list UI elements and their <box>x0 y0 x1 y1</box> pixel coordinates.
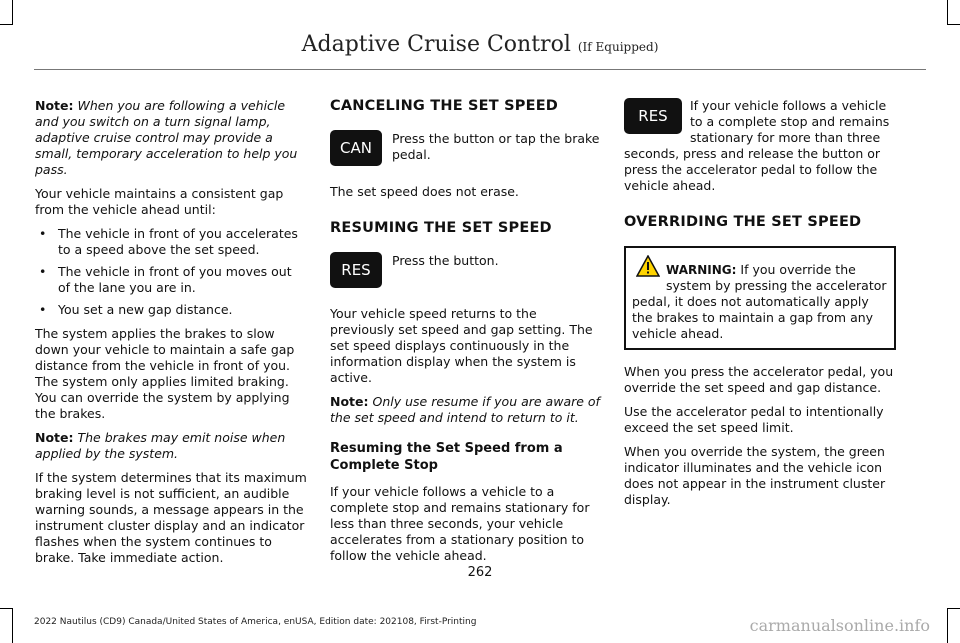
warning-icon <box>636 255 660 277</box>
list-item: • You set a new gap distance. <box>35 302 307 318</box>
crop-mark-bottom-right <box>947 608 960 643</box>
res-instruction <box>624 98 896 194</box>
resume-button-icon: RES <box>330 252 382 288</box>
watermark: carmanualsonline.info <box>749 616 930 635</box>
note-brake-noise: Note: The brakes may emit noise when applied by the system. <box>35 430 286 461</box>
page-subtitle: (If Equipped) <box>577 40 659 54</box>
resume-instruction <box>330 252 602 298</box>
res-instruction-text: If your vehicle follows a vehicle to a complete stop and remains stationary for more than three seconds, press and release the button or press the accelerator pedal to follow the vehicle ahead. <box>624 98 890 193</box>
note-turn-signal: Note: When you are following a vehicle and you switch on a turn signal lamp, adaptive cruise control may provide a small, temporary acceleration to help you pass. <box>35 98 298 177</box>
column-middle <box>330 98 602 572</box>
column-left <box>35 98 307 574</box>
crop-mark-bottom-left <box>0 608 13 643</box>
column-right <box>624 98 896 516</box>
cancel-button-icon: CAN <box>330 130 382 166</box>
resume-paragraph: Your vehicle speed returns to the previously set speed and gap setting. The set speed displays continuously in the information display when the system is active. <box>330 306 593 385</box>
list-item: • The vehicle in front of you accelerates to a speed above the set speed. <box>35 226 307 258</box>
override-paragraph-3: When you override the system, the green indicator illuminates and the vehicle icon does not appear in the instrument cluster display. <box>624 444 886 507</box>
gap-intro: Your vehicle maintains a consistent gap from the vehicle ahead until: <box>35 186 284 217</box>
crop-mark-top-left <box>0 0 13 25</box>
warning-label: WARNING: <box>666 263 737 277</box>
list-item: • The vehicle in front of you moves out of the lane you are in. <box>35 264 307 296</box>
complete-stop-paragraph: If your vehicle follows a vehicle to a complete stop and remains stationary for less than three seconds, your vehicle accelerates from a stationary position to follow the vehicle ahead. <box>330 484 590 563</box>
heading-resuming: RESUMING THE SET SPEED <box>330 220 552 236</box>
page-header <box>0 32 960 57</box>
page-number: 262 <box>467 565 493 580</box>
resume-instruction-text: Press the button. <box>392 253 499 268</box>
crop-mark-top-right <box>947 0 960 25</box>
header-divider <box>34 69 926 70</box>
note-resume: Note: Only use resume if you are aware of the set speed and intend to return to it. <box>330 394 600 425</box>
edition-footer: 2022 Nautilus (CD9) Canada/United States of America, enUSA, Edition date: 202108, First-Printing <box>34 617 477 627</box>
warning-text: If you override the system by pressing the accelerator pedal, it does not automatically apply the brakes to maintain a gap from any vehicle ahead. <box>632 262 887 341</box>
override-paragraph-2: Use the accelerator pedal to intentionally exceed the set speed limit. <box>624 404 884 435</box>
warning-box <box>624 246 896 350</box>
heading-canceling: CANCELING THE SET SPEED <box>330 98 559 114</box>
gap-conditions-list <box>35 226 307 318</box>
override-paragraph-1: When you press the accelerator pedal, you override the set speed and gap distance. <box>624 364 894 395</box>
page-title: Adaptive Cruise Control <box>301 32 571 57</box>
braking-paragraph: The system applies the brakes to slow down your vehicle to maintain a safe gap distance from the vehicle in front of you. The system only applies limited braking. You can override the system by applying the brakes. <box>35 326 295 421</box>
heading-overriding: OVERRIDING THE SET SPEED <box>624 214 862 230</box>
cancel-paragraph: The set speed does not erase. <box>330 184 519 199</box>
subheading-complete-stop: Resuming the Set Speed from a Complete Stop <box>330 441 563 473</box>
res-button-icon: RES <box>624 98 682 134</box>
max-braking-paragraph: If the system determines that its maximum braking level is not sufficient, an audible warning sounds, a message appears in the instrument cluster display and an indicator flashes when the system continues to brake. Take immediate action. <box>35 470 307 565</box>
cancel-instruction <box>330 130 602 176</box>
cancel-instruction-text: Press the button or tap the brake pedal. <box>392 131 600 162</box>
